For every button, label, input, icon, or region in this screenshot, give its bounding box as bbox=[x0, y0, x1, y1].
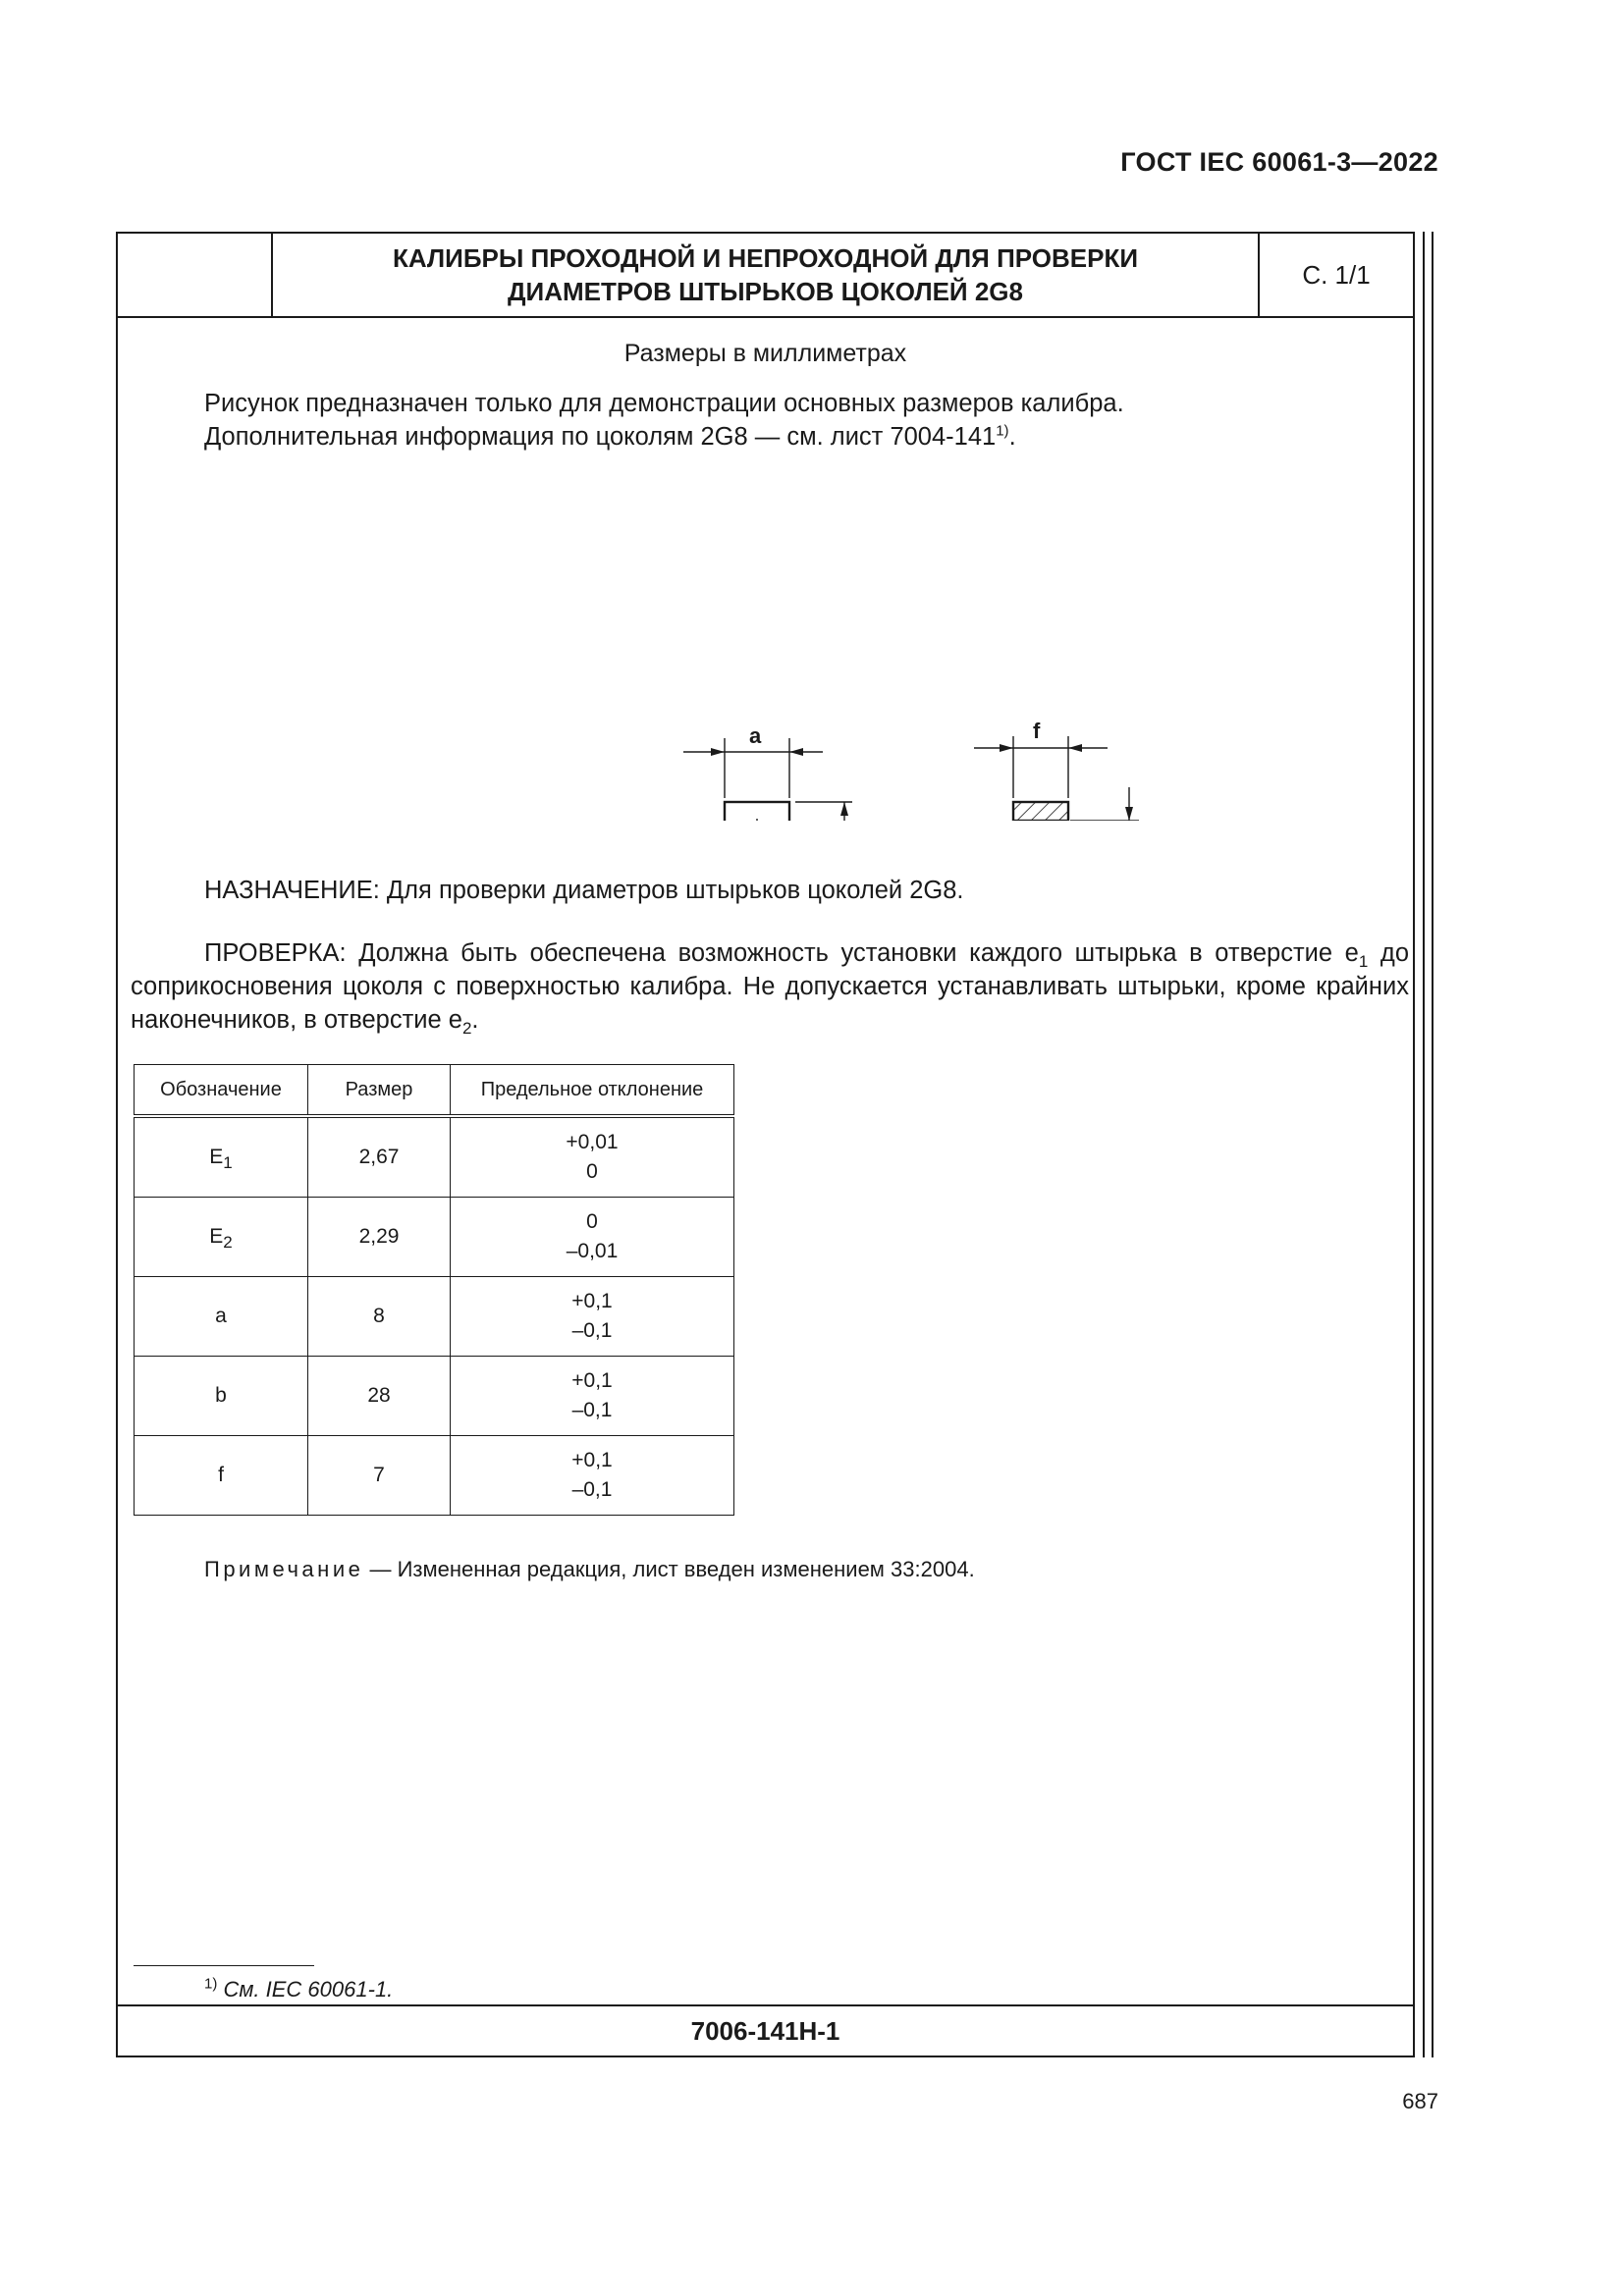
table-row bbox=[135, 1198, 734, 1277]
plate-front bbox=[725, 802, 789, 821]
label-a: a bbox=[749, 723, 762, 748]
cell-size: 7 bbox=[308, 1436, 451, 1516]
sheet-code: 7006-141H-1 bbox=[118, 2004, 1413, 2056]
intro-paragraph bbox=[204, 387, 1343, 454]
sheet-frame bbox=[116, 232, 1415, 2057]
cell-deviation: +0,01 0 bbox=[451, 1116, 734, 1198]
cell-designation: f bbox=[135, 1436, 308, 1516]
cell-deviation: +0,1 –0,1 bbox=[451, 1436, 734, 1516]
footnote-ref: 1) bbox=[996, 422, 1009, 440]
sheet-title-line2: ДИАМЕТРОВ ШТЫРЬКОВ ЦОКОЛЕЙ 2G8 bbox=[508, 277, 1023, 306]
cell-size: 28 bbox=[308, 1357, 451, 1436]
table-row bbox=[135, 1357, 734, 1436]
footnote: $^{1)}$ См. IEC 60061-1. bbox=[204, 1975, 394, 2002]
intro-line2-end: . bbox=[1008, 423, 1016, 451]
cell-deviation: 0 –0,01 bbox=[451, 1198, 734, 1277]
cell-deviation: +0,1 –0,1 bbox=[451, 1277, 734, 1357]
sheet-title bbox=[273, 234, 1260, 316]
purpose-paragraph: НАЗНАЧЕНИЕ: Для проверки диаметров штырьков цоколей 2G8. bbox=[204, 877, 964, 904]
cell-size: 8 bbox=[308, 1277, 451, 1357]
cell-designation: $E_1$ bbox=[135, 1116, 308, 1198]
cell-size: 2,67 bbox=[308, 1116, 451, 1198]
frame-side-lines bbox=[1423, 232, 1434, 2057]
check-paragraph: ПРОВЕРКА: Должна быть обеспечена возможность установки каждого штырька в отверстие $e_1$ до соприкосновения цоколя с поверхностью калибра. Не допускается устанавливать штырьки, кроме крайних наконечников, в отверстие $e_2$. bbox=[131, 939, 1409, 1039]
title-block bbox=[118, 234, 1413, 318]
cell-designation: b bbox=[135, 1357, 308, 1436]
intro-line1: Рисунок предназначен только для демонстрации основных размеров калибра. bbox=[204, 390, 1124, 417]
units-caption: Размеры в миллиметрах bbox=[623, 340, 907, 367]
table-row bbox=[135, 1116, 734, 1198]
col-header-deviation: Предельное отклонение bbox=[451, 1065, 734, 1117]
standard-header: ГОСТ IEC 60061-3—2022 bbox=[1120, 147, 1438, 177]
table-row bbox=[135, 1436, 734, 1516]
note-paragraph bbox=[204, 1557, 975, 1582]
sheet-number: С. 1/1 bbox=[1302, 259, 1371, 290]
footnote-divider bbox=[134, 1965, 314, 1966]
cell-deviation: +0,1 –0,1 bbox=[451, 1357, 734, 1436]
dimensions-table bbox=[134, 1064, 734, 1516]
cell-designation: a bbox=[135, 1277, 308, 1357]
table-header-row bbox=[135, 1065, 734, 1117]
intro-line2 bbox=[204, 420, 1343, 454]
title-blank-cell bbox=[118, 234, 273, 316]
note-label: Примечание bbox=[204, 1557, 364, 1581]
gauge-drawing bbox=[505, 467, 1172, 821]
plate-section-top bbox=[1013, 802, 1068, 821]
intro-line2-text: Дополнительная информация по цоколям 2G8 — см. лист 7004-141 bbox=[204, 423, 997, 451]
table-row bbox=[135, 1277, 734, 1357]
col-header-size: Размер bbox=[308, 1065, 451, 1117]
cell-size: 2,29 bbox=[308, 1198, 451, 1277]
label-f: f bbox=[1033, 719, 1041, 743]
sheet-title-line1: КАЛИБРЫ ПРОХОДНОЙ И НЕПРОХОДНОЙ ДЛЯ ПРОВЕРКИ bbox=[392, 243, 1139, 273]
cell-designation: $E_2$ bbox=[135, 1198, 308, 1277]
page-number: 687 bbox=[1402, 2089, 1438, 2113]
col-header-designation: Обозначение bbox=[135, 1065, 308, 1117]
note-text: — Измененная редакция, лист введен изменением 33:2004. bbox=[363, 1557, 975, 1581]
